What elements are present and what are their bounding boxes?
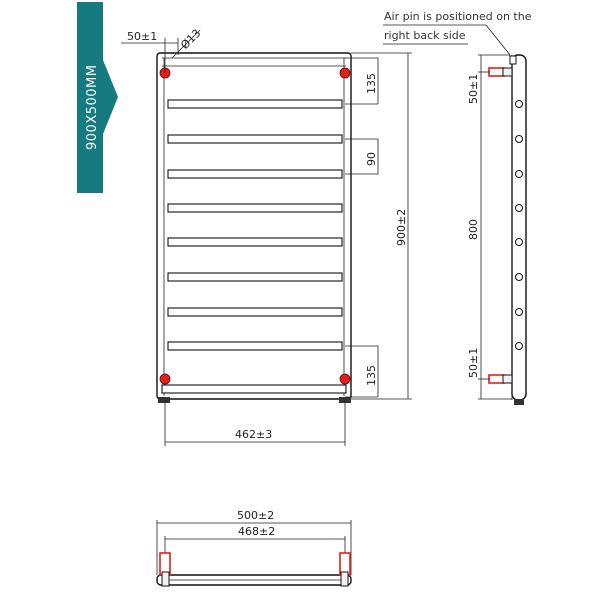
valve-markers-bottom: [160, 553, 350, 586]
front-dim-top-offset: 50±1: [127, 30, 158, 43]
horizontal-bars: [162, 100, 346, 393]
valve-markers-front: [160, 68, 350, 384]
side-dim-top-offset: 50±1: [467, 73, 480, 104]
valve-markers-side: [489, 68, 512, 383]
bottom-view: [157, 509, 351, 586]
bottom-dim-width-centres: 468±2: [238, 525, 276, 538]
front-dim-width-inner: 462±3: [235, 428, 273, 441]
bottom-dim-width-outer: 500±2: [237, 509, 275, 522]
front-dim-pipe-diameter: Ø13: [178, 26, 204, 52]
bar-stubs-side: [516, 101, 523, 350]
side-dim-centres: 800: [467, 219, 480, 240]
side-dim-bottom-offset: 50±1: [467, 347, 480, 378]
front-dim-bottom-spacing: 135: [365, 365, 378, 386]
size-tab-label: 900X500MM: [85, 64, 100, 150]
size-tab: [77, 2, 118, 193]
air-pin-note: [383, 10, 532, 55]
side-view: [467, 55, 526, 405]
front-dim-top-spacing: 135: [365, 73, 378, 94]
front-dim-bar-spacing: 90: [365, 152, 378, 166]
air-pin-note-line1: Air pin is positioned on the: [384, 10, 532, 23]
front-dim-height: 900±2: [395, 208, 408, 246]
front-view: [121, 27, 412, 446]
air-pin-note-line2: right back side: [384, 29, 466, 42]
